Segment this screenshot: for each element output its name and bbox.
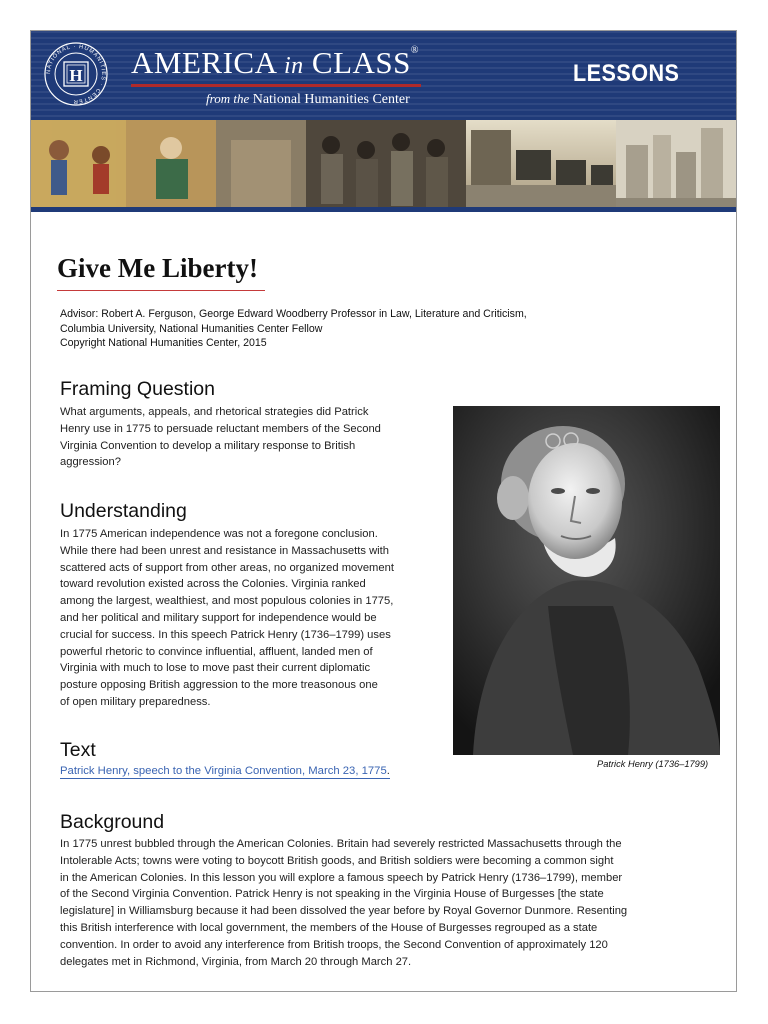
paragraph-line: of the Second Virginia Convention. Patrick Henry is not speaking in the Virginia House of Burgesses [the state bbox=[60, 888, 604, 901]
understanding-heading: Understanding bbox=[60, 500, 187, 522]
speech-link-label: Patrick Henry, speech to the Virginia Convention, March 23, 1775 bbox=[60, 765, 387, 777]
lesson-page bbox=[30, 30, 737, 992]
lesson-credits bbox=[60, 307, 527, 351]
credit-line: Copyright National Humanities Center, 2015 bbox=[60, 337, 267, 349]
paragraph-line: aggression? bbox=[60, 456, 121, 469]
framing-question-text bbox=[60, 404, 381, 471]
patrick-henry-portrait bbox=[453, 406, 720, 755]
paragraph-line: Intolerable Acts; towns were voting to boycott British goods, and British soldiers were becoming a common sight bbox=[60, 854, 614, 867]
brand-class: CLASS bbox=[311, 45, 411, 80]
paragraph-line: What arguments, appeals, and rhetorical strategies did Patrick bbox=[60, 406, 369, 418]
paragraph-line: In 1775 unrest bubbled through the American Colonies. Britain had severely restricted Massachusetts through the bbox=[60, 838, 622, 850]
paragraph-line: delegates met in Richmond, Virginia, from March 20 through March 27. bbox=[60, 955, 412, 968]
paragraph-line: Virginia with much to lose to move past their current diplomatic bbox=[60, 662, 371, 675]
paragraph-line: and her political and military support for independence would be bbox=[60, 611, 377, 624]
paragraph-line: this British interference with local government, the members of the House of Burgesses regrouped as a state bbox=[60, 921, 598, 934]
paragraph-line: convention. In order to avoid any interference from British troops, the Second Convention of approximately 120 bbox=[60, 938, 608, 951]
paragraph-line: Virginia Convention to develop a military response to British bbox=[60, 439, 356, 452]
paragraph-line: toward revolution existed across the Colonies. Virginia ranked bbox=[60, 578, 366, 591]
collage-image bbox=[31, 120, 736, 210]
brand-from: from the bbox=[206, 91, 250, 106]
credit-line: Advisor: Robert A. Ferguson, George Edward Woodberry Professor in Law, Literature and Criticism, bbox=[60, 308, 527, 320]
brand-title bbox=[131, 45, 419, 81]
paragraph-line: posture opposing British aggression to the more treasonous one bbox=[60, 679, 378, 692]
paragraph-line: While there had been unrest and resistance in Massachusetts with bbox=[60, 544, 389, 557]
paragraph-line: In 1775 American independence was not a foregone conclusion. bbox=[60, 528, 378, 540]
portrait-image bbox=[453, 406, 720, 755]
understanding-text bbox=[60, 526, 394, 711]
paragraph-line: in the American Colonies. In this lesson you will explore a famous speech by Patrick Henry (1736–1799), member bbox=[60, 871, 623, 884]
paragraph-line: crucial for success. In this speech Patrick Henry (1736–1799) uses bbox=[60, 628, 391, 641]
brand-registered-mark: ® bbox=[410, 45, 420, 56]
text-heading: Text bbox=[60, 739, 96, 761]
seal-letter: H bbox=[69, 66, 83, 85]
paragraph-line: powerful rhetoric to convince influential, affluent, landed men of bbox=[60, 645, 373, 658]
background-text bbox=[60, 836, 627, 970]
portrait-caption: Patrick Henry (1736–1799) bbox=[597, 759, 709, 769]
nhc-seal-logo bbox=[44, 42, 108, 106]
paragraph-line: of open military preparedness. bbox=[60, 695, 211, 708]
brand-in: in bbox=[284, 53, 304, 79]
paragraph-line: legislature] in Williamsburg because it had been dissolved the year before by Royal Governor Dunmore. Resenting bbox=[60, 905, 628, 918]
paragraph-line: among the largest, wealthiest, and most populous colonies in 1775, bbox=[60, 595, 394, 608]
seal-ring-text: NATIONAL · HUMANITIES · CENTER bbox=[45, 43, 107, 105]
paragraph-line: Henry use in 1775 to persuade reluctant members of the Second bbox=[60, 422, 381, 435]
section-label: LESSONS bbox=[573, 60, 680, 87]
framing-question-heading: Framing Question bbox=[60, 378, 215, 400]
background-heading: Background bbox=[60, 811, 165, 833]
brand-america: AMERICA bbox=[131, 45, 276, 80]
brand-org: National Humanities Center bbox=[252, 92, 410, 107]
history-collage-banner bbox=[31, 120, 736, 210]
brand-subtitle bbox=[206, 91, 410, 108]
title-underline bbox=[57, 290, 265, 291]
paragraph-line: scattered acts of support from other areas, no organized movement bbox=[60, 561, 394, 574]
brand-underline bbox=[131, 84, 421, 87]
lesson-title: Give Me Liberty! bbox=[57, 253, 258, 283]
credit-line: Columbia University, National Humanities Center Fellow bbox=[60, 322, 323, 335]
speech-source-link[interactable] bbox=[60, 765, 390, 779]
banner-bottom-bar bbox=[31, 207, 736, 212]
masthead bbox=[31, 31, 736, 120]
link-period: . bbox=[386, 765, 390, 777]
